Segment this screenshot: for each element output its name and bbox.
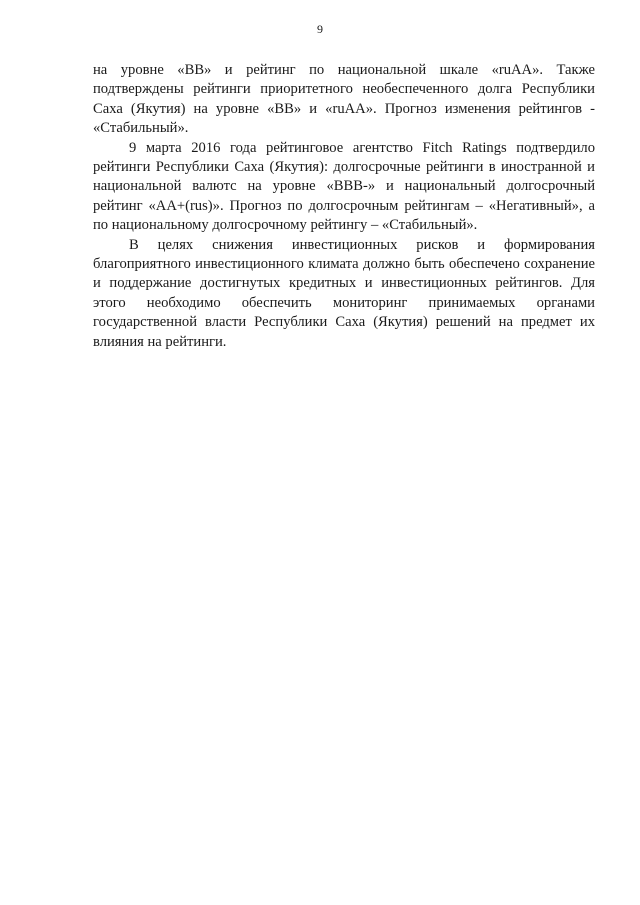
page-number: 9 xyxy=(317,22,323,36)
body-text xyxy=(93,61,595,352)
paragraph-fitch-ratings: 9 марта 2016 года рейтинговое агентство Fitch Ratings подтвердило рейтинги Республики Саха (Якутия): долгосрочные рейтинги в иностранной и национальной валютс на уровне «BBB-» и национальный долгосрочный рейтинг «AA+(rus)». Прогноз по долгосрочным рейтингам – «Негативный», а по национальному долгосрочному рейтингу – «Стабильный». xyxy=(93,139,595,234)
paragraph-investment-climate: В целях снижения инвестиционных рисков и формирования благоприятного инвестиционного климата должно быть обеспечено сохранение и поддержание достигнутых кредитных и инвестиционных рейтингов. Для этого необходимо обеспечить мониторинг принимаемых органами государственной власти Республики Саха (Якутия) решений на предмет их влияния на рейтинги. xyxy=(93,236,595,350)
paragraph-rating-continuation: на уровне «BB» и рейтинг по национальной шкале «ruAA». Также подтверждены рейтинги приоритетного необеспеченного долга Республики Саха (Якутия) на уровне «BB» и «ruAA». Прогноз изменения рейтингов - «Стабильный». xyxy=(93,62,595,137)
